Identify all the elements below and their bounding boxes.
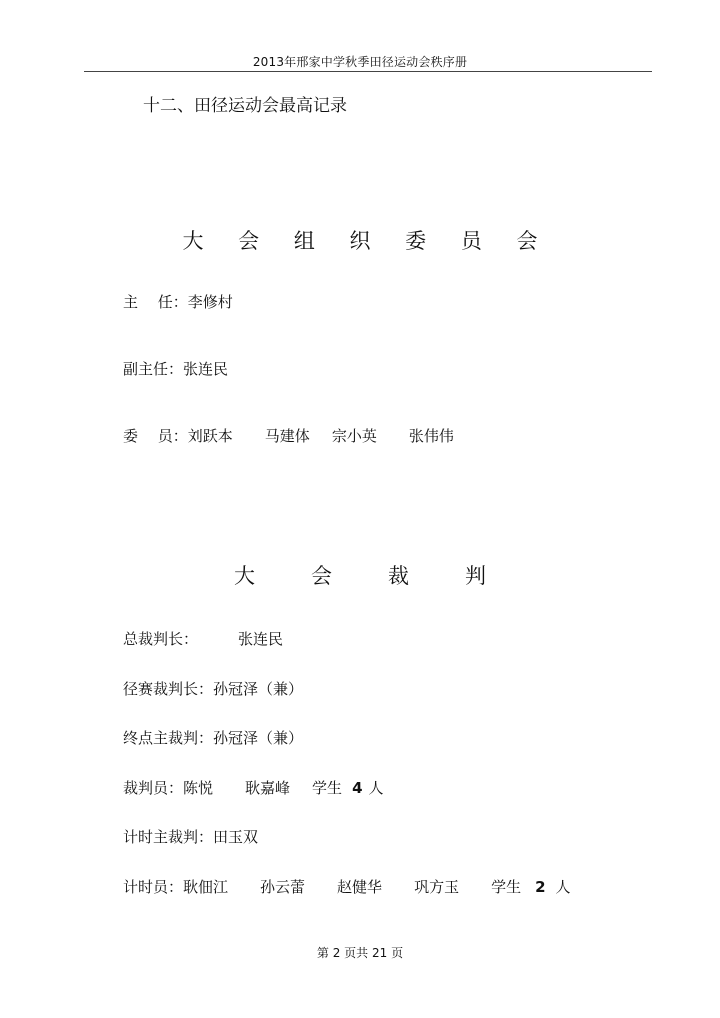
member-name: 张伟伟 [408, 427, 454, 445]
referees-heading [0, 560, 720, 590]
referees-heading-char: 大 [234, 564, 255, 588]
timing-chief-row [123, 826, 258, 847]
vice-director-name: 张连民 [183, 360, 229, 378]
timer-name: 巩方玉 [414, 878, 460, 896]
track-chief-name: 孙冠泽（兼） [213, 680, 304, 698]
timers-unit: 人 [555, 878, 571, 896]
members-row [123, 425, 454, 446]
chief-referee-row [123, 628, 283, 649]
timer-name: 耿佃江 [183, 878, 229, 896]
judges-label: 裁判员： [123, 779, 184, 797]
finish-chief-row [123, 727, 303, 748]
timers-students-label: 学生 [491, 878, 522, 896]
page-header-title: 2013年邢家中学秋季田径运动会秩序册 [252, 55, 468, 69]
referees-heading-char: 会 [311, 564, 332, 588]
judges-unit: 人 [368, 779, 384, 797]
member-name: 刘跃本 [187, 427, 233, 445]
timers-count: 2 [535, 878, 546, 896]
referees-heading-char: 判 [465, 564, 486, 588]
timing-chief-label: 计时主裁判： [123, 828, 214, 846]
timer-name: 赵健华 [337, 878, 383, 896]
director-label: 主 任： [123, 293, 188, 311]
timer-name: 孙云蕾 [260, 878, 306, 896]
track-chief-row [123, 678, 303, 699]
judges-count: 4 [352, 779, 363, 797]
section-item-records: 十二、田径运动会最高记录 [143, 96, 347, 116]
track-chief-label: 径赛裁判长： [123, 680, 214, 698]
vice-director-row [123, 358, 228, 379]
chief-referee-label: 总裁判长： [123, 630, 199, 648]
chief-referee-name: 张连民 [238, 630, 284, 648]
director-name: 李修村 [187, 293, 233, 311]
vice-director-label: 副主任： [123, 360, 184, 378]
judge-name: 陈悦 [183, 779, 214, 797]
timers-label: 计时员： [123, 878, 184, 896]
timing-chief-name: 田玉双 [213, 828, 259, 846]
judges-row [123, 777, 384, 798]
timers-row [123, 876, 571, 897]
members-label: 委 员： [123, 427, 188, 445]
committee-heading: 大 会 组 织 委 员 会 [182, 229, 552, 253]
referees-heading-char: 裁 [388, 564, 409, 588]
header-divider [84, 71, 652, 72]
finish-chief-name: 孙冠泽（兼） [213, 729, 304, 747]
member-name: 宗小英 [331, 427, 377, 445]
finish-chief-label: 终点主裁判： [123, 729, 214, 747]
director-row [123, 291, 233, 312]
member-name: 马建体 [264, 427, 310, 445]
judge-name: 耿嘉峰 [245, 779, 291, 797]
judges-students-label: 学生 [312, 779, 343, 797]
page-footer: 第 2 页共 21 页 [316, 946, 404, 960]
